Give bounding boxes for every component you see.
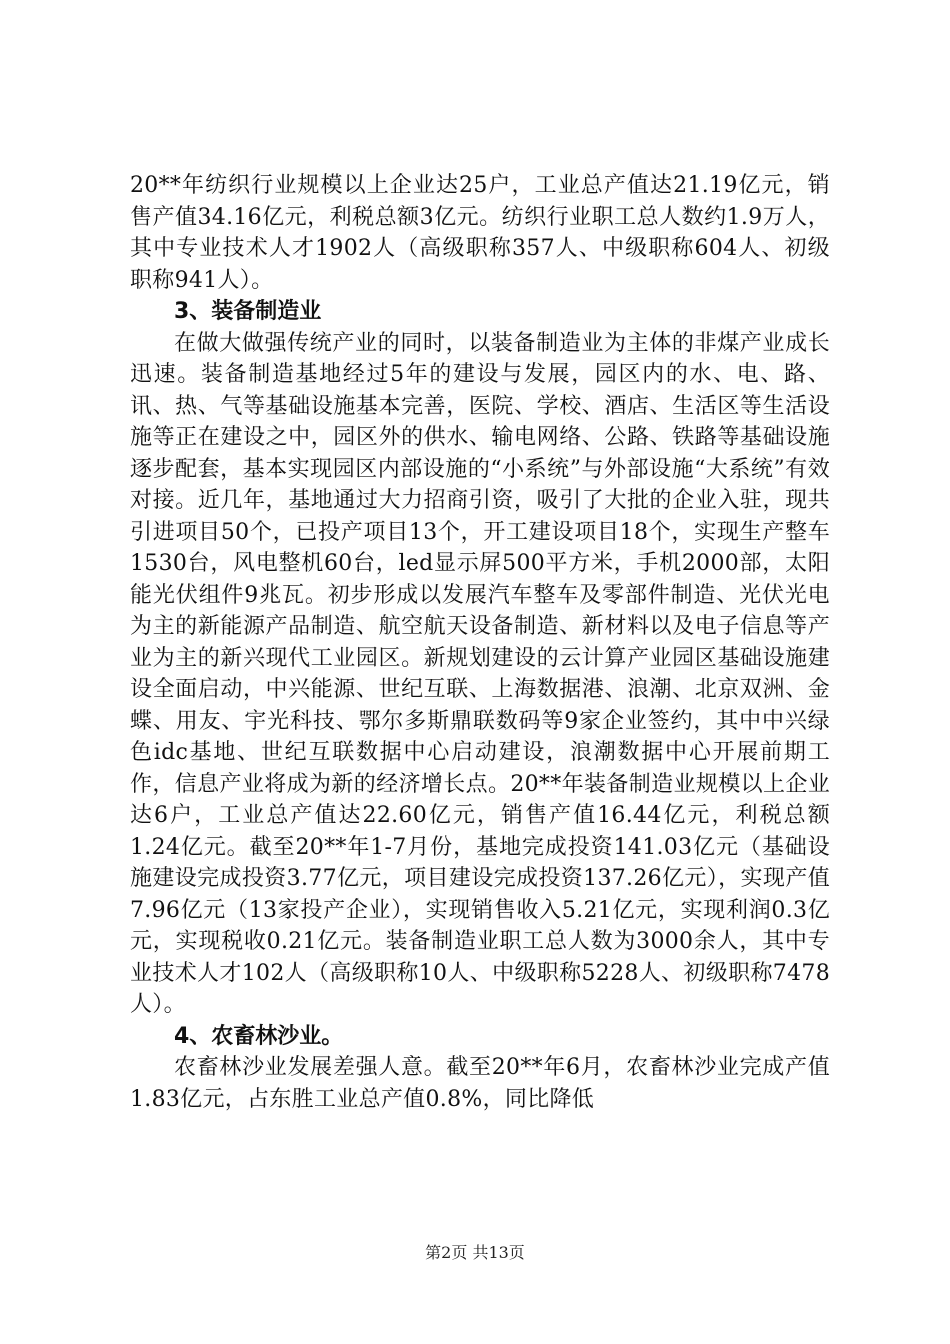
page-number-footer: 第2页 共13页 — [425, 1243, 525, 1262]
paragraph-agriculture-forestry: 农畜林沙业发展差强人意。截至20**年6月，农畜林沙业完成产值1.83亿元，占东胜工业总产值0.8%，同比降低 — [130, 1055, 830, 1112]
section-heading-agriculture-forestry: 4、农畜林沙业。 — [174, 1023, 344, 1049]
section-heading-equipment-manufacturing: 3、装备制造业 — [174, 299, 322, 324]
document-body — [130, 170, 830, 1115]
paragraph-equipment-manufacturing: 在做大做强传统产业的同时，以装备制造业为主体的非煤产业成长迅速。装备制造基地经过5年的建设与发展，园区内的水、电、路、讯、热、气等基础设施基本完善，医院、学校、酒店、生活区等生活设施等正在建设之中，园区外的供水、输电网络、公路、铁路等基础设施逐步配套，基本实现园区内部设施的“小系统”与外部设施“大系统”有效对接。近几年，基地通过大力招商引资，吸引了大批的企业入驻，现共引进项目50个，已投产项目13个，开工建设项目18个，实现生产整车1530台，风电整机60台，led显示屏500平方米，手机2000部，太阳能光伏组件9兆瓦。初步形成以发展汽车整车及零部件制造、光伏光电为主的新能源产品制造、航空航天设备制造、新材料以及电子信息等产业为主的新兴现代工业园区。新规划建设的云计算产业园区基础设施建设全面启动，中兴能源、世纪互联、上海数据港、浪潮、北京双洲、金蝶、用友、宇光科技、鄂尔多斯鼎联数码等9家企业签约，其中中兴绿色idc基地、世纪互联数据中心启动建设，浪潮数据中心开展前期工作，信息产业将成为新的经济增长点。20**年装备制造业规模以上企业达6户，工业总产值达22.60亿元，销售产值16.44亿元，利税总额1.24亿元。截至20**年1-7月份，基地完成投资141.03亿元（基础设施建设完成投资3.77亿元，项目建设完成投资137.26亿元），实现产值7.96亿元（13家投产企业），实现销售收入5.21亿元，实现利润0.3亿元，实现税收0.21亿元。装备制造业职工总人数为3000余人，其中专业技术人才102人（高级职称10人、中级职称5228人、初级职称7478人）。 — [130, 330, 830, 1017]
paragraph-textile-summary: 20**年纺织行业规模以上企业达25户，工业总产值达21.19亿元，销售产值34.16亿元，利税总额3亿元。纺织行业职工总人数约1.9万人，其中专业技术人才1902人（高级职称357人、中级职称604人、初级职称941人）。 — [130, 173, 830, 293]
